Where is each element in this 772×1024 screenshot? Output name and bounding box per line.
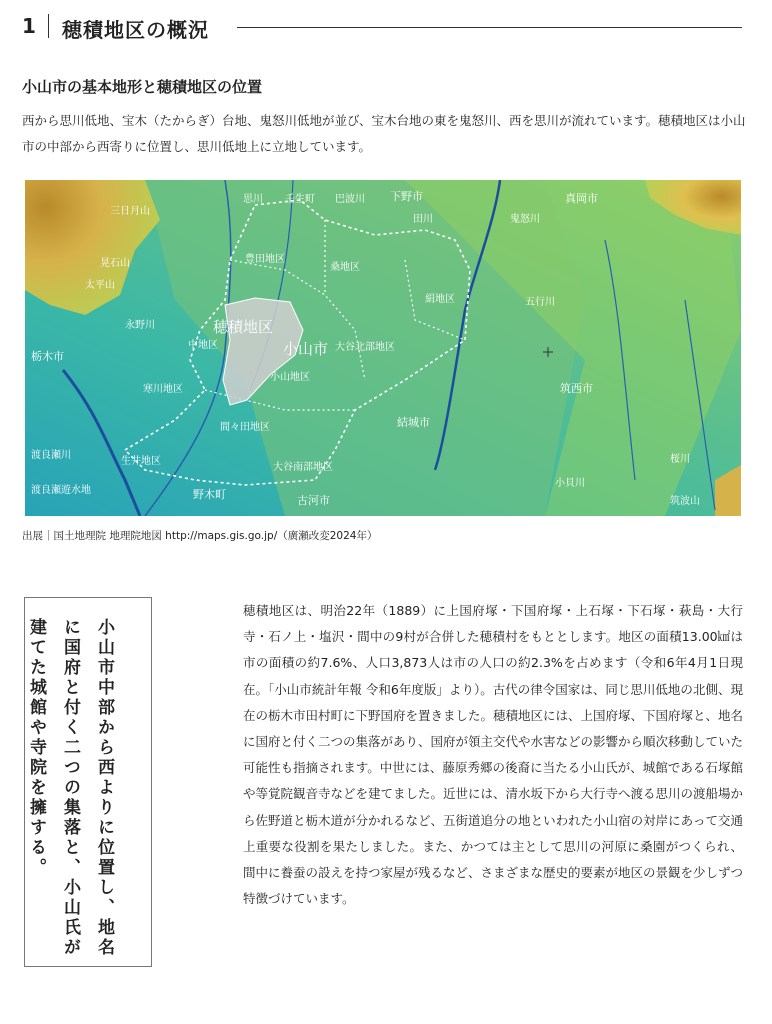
section-header [22,10,742,42]
terrain-map-svg [25,180,741,516]
map-label: 豊田地区 [245,254,285,265]
map-label: 絹地区 [425,294,455,305]
map-label: 栃木市 [31,350,64,363]
intro-paragraph: 西から思川低地、宝木（たからぎ）台地、鬼怒川低地が並び、宝木台地の東を鬼怒川、西を思川が流れています。穂積地区は小山市の中部から西寄りに位置し、思川低地上に立地しています。 [22,113,746,154]
body-paragraph: 穂積地区は、明治22年（1889）に上国府塚・下国府塚・上石塚・下石塚・萩島・大行寺・石ノ上・塩沢・間中の9村が合併した穂積村をもととします。地区の面積13.00㎢は市の面積の約7.6%、人口3,873人は市の人口の約2.3%を占めます（令和6年4月1日現在。「小山市統計年報 令和6年度版」より）。古代の律令国家は、同じ思川低地の北側、現在の栃木市田村町に下野国府を置きました。穂積地区には、上国府塚、下国府塚と、地名に国府と付く二つの集落があり、国府が領主交代や水害などの影響から順次移動していた可能性も指摘されます。中世には、藤原秀郷の後裔に当たる小山氏が、城館である石塚館や等覚院観音寺などを建てました。近世には、清水坂下から大行寺へ渡る思川の渡船場から佐野道と栃木道が分かれるなど、五街道追分の地といわれた小山宿の対岸にあって交通上重要な役割を果たしました。また、かつては主として思川の河原に桑園がつくられ、間中に養蚕の設えを持つ家屋が残るなど、さまざまな歴史的要素が地区の景観を少しずつ特徴づけています。 [243,603,744,907]
map-label: 筑西市 [560,382,593,395]
map-label: 真岡市 [565,192,598,205]
map-label: 巴波川 [335,194,365,205]
map-label: 五行川 [525,297,555,308]
subheading: 小山市の基本地形と穂積地区の位置 [22,78,263,96]
map-label: 下野市 [390,190,423,203]
map-label: 間々田地区 [220,422,270,433]
map-label: 小山地区 [270,372,310,383]
map-label: 古河市 [297,494,330,507]
terrain-map [25,180,741,516]
map-label: 三日月山 [110,206,150,217]
map-label: 大谷南部地区 [273,462,333,473]
map-label: 田川 [413,214,433,225]
map-label: 晃石山 [100,258,130,269]
map-label: 結城市 [397,416,430,429]
map-label: 渡良瀬川 [31,450,71,461]
callout-box [24,597,152,967]
map-label: 生井地区 [121,456,161,467]
map-label: 大谷北部地区 [335,342,395,353]
section-rule [237,27,742,28]
map-label: 永野川 [125,320,155,331]
section-separator [48,14,49,38]
map-label: 桑地区 [330,262,360,273]
map-label: 桜川 [670,454,690,465]
map-label: 太平山 [85,280,115,291]
callout-text: 小山市中部から西よりに位置し、地名に国府と付く二つの集落と、小山氏が建てた城館や寺院を擁する。 [26,618,114,958]
section-number: 1 [22,14,36,38]
map-label: 中地区 [188,340,218,351]
map-label: 穂積地区 [213,318,274,336]
map-source-caption: 出展｜国土地理院 地理院地図 http://maps.gis.go.jp/（廣瀬改変2024年） [22,530,378,542]
map-label: 小山市 [283,340,329,358]
map-label: 渡良瀬遊水地 [31,485,91,496]
map-label: 小貝川 [555,478,585,489]
map-label: 筑波山 [670,496,700,507]
map-label: 寒川地区 [143,384,183,395]
section-title: 穂積地区の概況 [62,18,209,42]
map-label: 鬼怒川 [510,214,540,225]
map-label: 壬生町 [285,194,315,205]
map-label: 思川 [243,194,263,205]
map-label: 野木町 [193,488,226,501]
